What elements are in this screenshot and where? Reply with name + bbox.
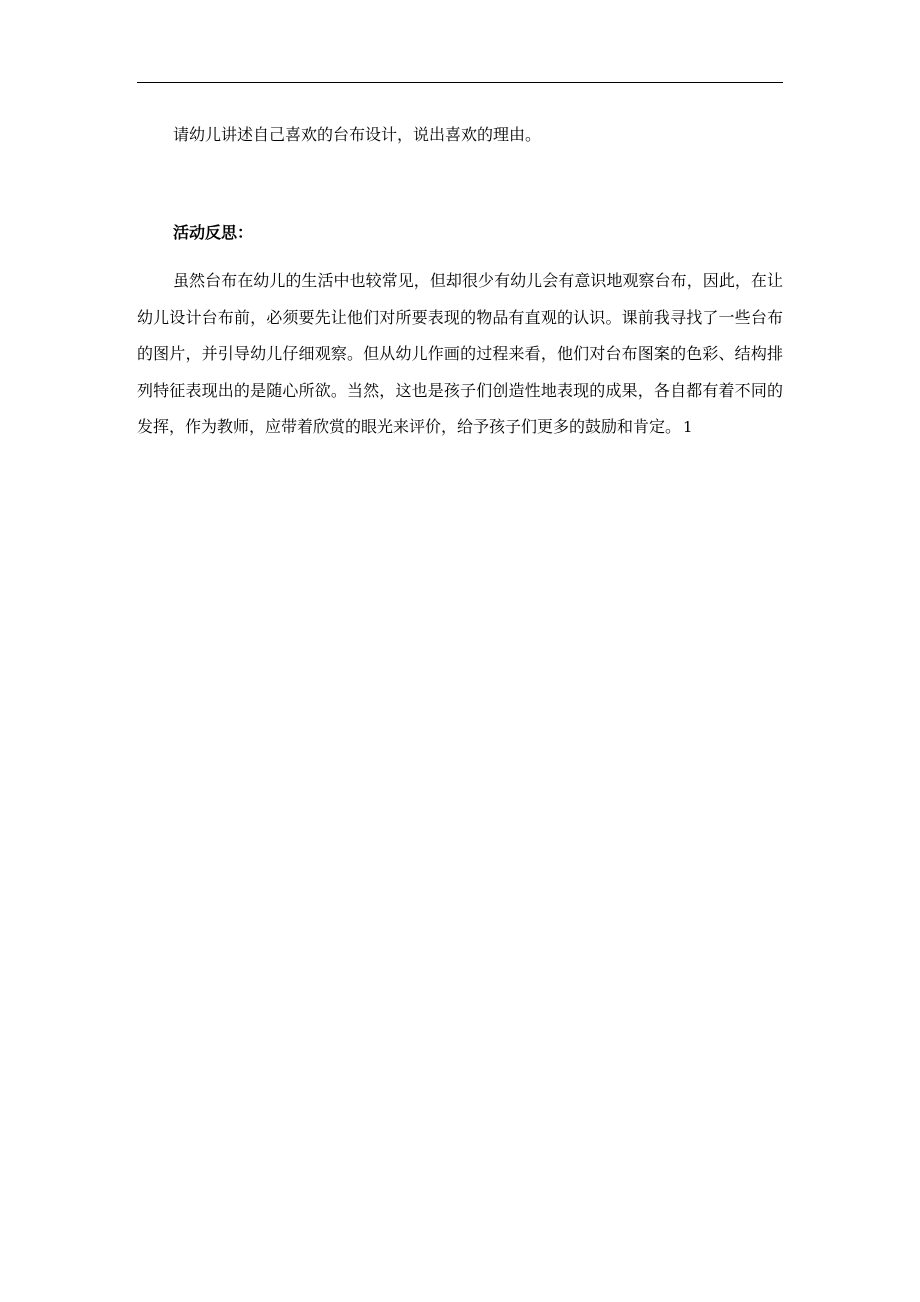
header-rule bbox=[137, 82, 783, 83]
section-heading: 活动反思： bbox=[173, 223, 254, 242]
reflection-text: 虽然台布在幼儿的生活中也较常见，但却很少有幼儿会有意识地观察台布，因此，在让幼儿设计台布前，必须要先让他们对所要表现的物品有直观的认识。课前我寻找了一些台布的图片，并引导幼儿仔细观察。但从幼儿作画的过程来看，他们对台布图案的色彩、结构排列特征表现出的是随心所欲。当然，这也是孩子们创造性地表现的成果，各自都有着不同的发挥，作为教师，应带着欣赏的眼光来评价，给予孩子们更多的鼓励和肯定。 bbox=[137, 271, 783, 436]
reflection-paragraph bbox=[137, 263, 783, 446]
intro-paragraph: 请幼儿讲述自己喜欢的台布设计，说出喜欢的理由。 bbox=[173, 125, 542, 144]
page-number: 1 bbox=[683, 418, 693, 436]
